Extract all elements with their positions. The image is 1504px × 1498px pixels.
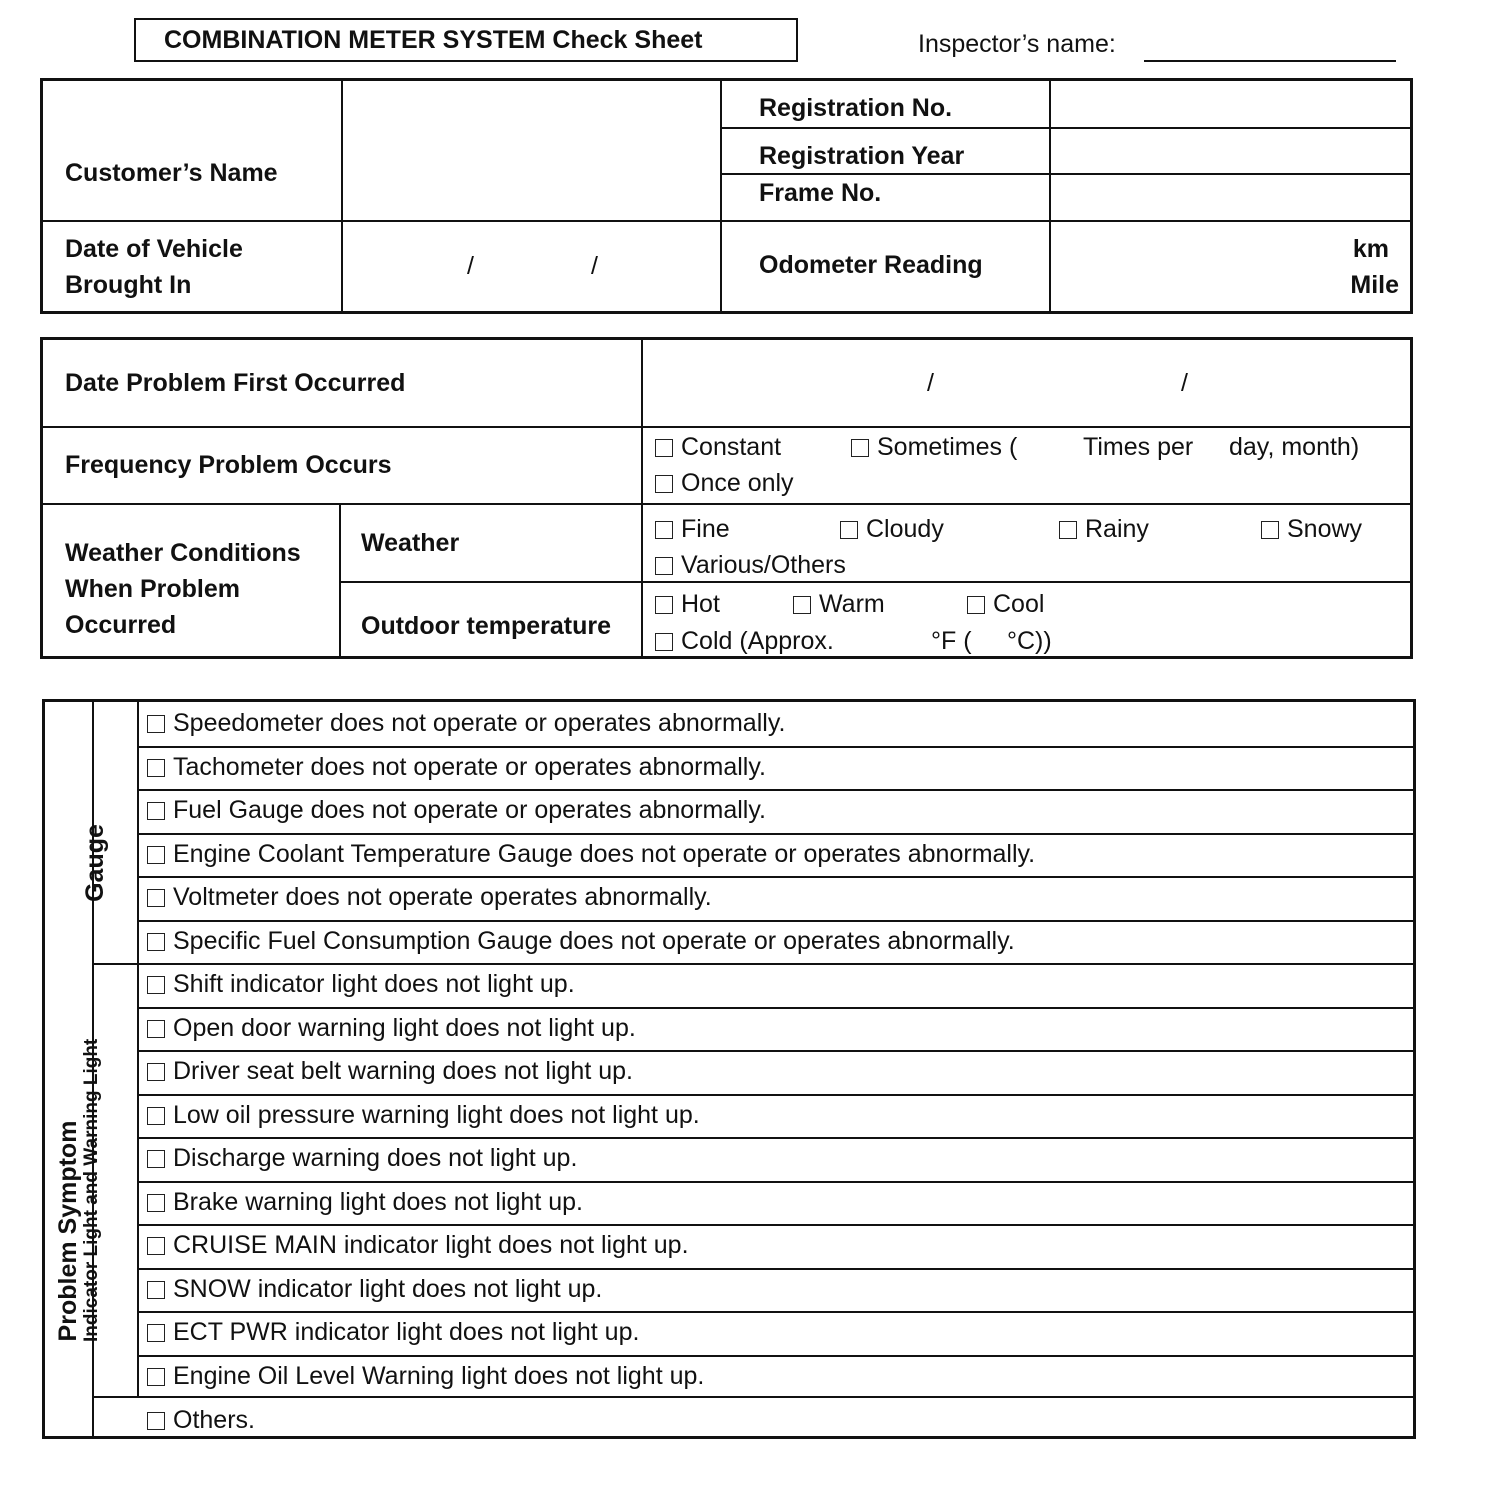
checkbox[interactable] bbox=[147, 1324, 165, 1342]
row-divider bbox=[137, 746, 1413, 748]
symptom-row[interactable] bbox=[147, 1271, 602, 1307]
fahrenheit-label: °F ( bbox=[931, 627, 972, 655]
registration-year-field[interactable] bbox=[1051, 129, 1409, 172]
checkbox[interactable] bbox=[147, 759, 165, 777]
checkbox[interactable] bbox=[147, 889, 165, 907]
row-divider bbox=[137, 1007, 1413, 1009]
option-cloudy[interactable]: Cloudy bbox=[840, 511, 944, 547]
option-cold[interactable]: Cold (Approx. bbox=[655, 623, 834, 659]
row-divider bbox=[137, 1355, 1413, 1357]
symptom-text: Specific Fuel Consumption Gauge does not operate or operates abnormally. bbox=[173, 926, 1015, 955]
symptom-row[interactable] bbox=[147, 1184, 583, 1220]
sheet-title: COMBINATION METER SYSTEM Check Sheet bbox=[134, 18, 798, 62]
symptom-text: Others. bbox=[173, 1406, 255, 1434]
unit-km: km bbox=[1352, 235, 1389, 263]
symptom-row[interactable] bbox=[147, 879, 712, 915]
option-once-only[interactable]: Once only bbox=[655, 465, 794, 501]
symptom-row[interactable] bbox=[147, 705, 785, 741]
checkbox[interactable] bbox=[147, 1107, 165, 1125]
checkbox[interactable] bbox=[147, 976, 165, 994]
row-divider bbox=[137, 833, 1413, 835]
symptom-text: Voltmeter does not operate operates abnormally. bbox=[173, 883, 712, 911]
date-first-occurred-label: Date Problem First Occurred bbox=[65, 369, 406, 397]
checkbox[interactable] bbox=[147, 715, 165, 733]
row-divider bbox=[137, 1224, 1413, 1226]
problem-symptom-label: Problem Symptom bbox=[54, 1120, 82, 1342]
times-per-label: Times per bbox=[1083, 433, 1194, 461]
checkbox[interactable] bbox=[147, 933, 165, 951]
checkbox[interactable] bbox=[147, 846, 165, 864]
frame-no-field[interactable] bbox=[1051, 175, 1409, 219]
indicator-warning-light-label: Indicator Light and Warning Light bbox=[81, 1038, 102, 1342]
outdoor-temperature-label: Outdoor temperature bbox=[361, 612, 612, 640]
row-divider bbox=[137, 789, 1413, 791]
checkbox[interactable] bbox=[655, 633, 673, 651]
checkbox[interactable] bbox=[655, 521, 673, 539]
symptom-row[interactable] bbox=[147, 1314, 639, 1350]
row-divider bbox=[137, 1137, 1413, 1139]
option-hot[interactable]: Hot bbox=[655, 586, 720, 622]
symptom-text: Shift indicator light does not light up. bbox=[173, 970, 575, 998]
checkbox[interactable] bbox=[147, 1063, 165, 1081]
symptom-row[interactable] bbox=[147, 966, 575, 1002]
symptom-row[interactable] bbox=[147, 1097, 700, 1133]
inspector-name-label: Inspector’s name: bbox=[918, 30, 1116, 58]
symptom-row[interactable] bbox=[147, 792, 766, 828]
odometer-field[interactable] bbox=[1051, 222, 1409, 311]
option-rainy[interactable]: Rainy bbox=[1059, 511, 1149, 547]
option-various-others[interactable]: Various/Others bbox=[655, 547, 846, 583]
inspector-name-field[interactable] bbox=[1144, 60, 1396, 62]
checkbox[interactable] bbox=[1261, 521, 1279, 539]
problem-symptom-table bbox=[42, 699, 1416, 1439]
checkbox[interactable] bbox=[147, 1368, 165, 1386]
checkbox[interactable] bbox=[851, 439, 869, 457]
date-first-occurred-field[interactable] bbox=[643, 340, 1409, 425]
symptom-row[interactable] bbox=[147, 1010, 636, 1046]
customer-name-label: Customer’s Name bbox=[65, 159, 278, 187]
symptom-text: Speedometer does not operate or operates abnormally. bbox=[173, 709, 786, 737]
checkbox[interactable] bbox=[147, 1412, 165, 1430]
symptom-text: ECT PWR indicator light does not light up. bbox=[173, 1318, 640, 1346]
option-constant[interactable]: Constant bbox=[655, 429, 781, 465]
date-brought-in-label: Date of Vehicle Brought In bbox=[65, 235, 243, 299]
row-divider bbox=[137, 1268, 1413, 1270]
symptom-text: SNOW indicator light does not light up. bbox=[173, 1274, 603, 1303]
date-brought-in-field[interactable] bbox=[343, 222, 719, 311]
checkbox[interactable] bbox=[655, 596, 673, 614]
symptom-row[interactable] bbox=[147, 923, 1015, 959]
day-month-label: day, month) bbox=[1229, 433, 1360, 461]
option-cool[interactable]: Cool bbox=[967, 586, 1044, 622]
symptom-row[interactable] bbox=[147, 1227, 689, 1263]
option-warm[interactable]: Warm bbox=[793, 586, 885, 622]
date-separator: / bbox=[927, 369, 934, 397]
checkbox[interactable] bbox=[147, 1281, 165, 1299]
row-divider bbox=[137, 1050, 1413, 1052]
checkbox[interactable] bbox=[793, 596, 811, 614]
weather-label: Weather bbox=[361, 529, 460, 557]
conditions-table bbox=[40, 337, 1413, 659]
symptom-row[interactable] bbox=[147, 749, 766, 785]
checkbox[interactable] bbox=[147, 1194, 165, 1212]
checkbox[interactable] bbox=[147, 802, 165, 820]
registration-no-field[interactable] bbox=[1051, 81, 1409, 126]
registration-no-label: Registration No. bbox=[759, 94, 953, 122]
symptom-text: Driver seat belt warning does not light up. bbox=[173, 1057, 633, 1085]
symptom-text: Low oil pressure warning light does not light up. bbox=[173, 1100, 700, 1129]
symptom-row[interactable] bbox=[147, 1358, 704, 1394]
frequency-label: Frequency Problem Occurs bbox=[65, 451, 392, 479]
option-fine[interactable]: Fine bbox=[655, 511, 730, 547]
symptom-row[interactable] bbox=[147, 1053, 633, 1089]
symptom-text: Tachometer does not operate or operates abnormally. bbox=[173, 752, 766, 781]
checkbox[interactable] bbox=[967, 596, 985, 614]
symptom-text: Open door warning light does not light up. bbox=[173, 1013, 636, 1042]
symptom-text: Brake warning light does not light up. bbox=[173, 1187, 583, 1216]
option-snowy[interactable]: Snowy bbox=[1261, 511, 1362, 547]
symptom-text: Discharge warning does not light up. bbox=[173, 1144, 578, 1172]
checkbox[interactable] bbox=[1059, 521, 1077, 539]
row-divider bbox=[137, 920, 1413, 922]
weather-conditions-label: Weather Conditions When Problem Occurred bbox=[65, 539, 301, 639]
symptom-text: Engine Coolant Temperature Gauge does not operate or operates abnormally. bbox=[173, 839, 1036, 868]
celsius-label: °C)) bbox=[1007, 627, 1052, 655]
symptom-text: Engine Oil Level Warning light does not light up. bbox=[173, 1361, 705, 1390]
checkbox[interactable] bbox=[655, 557, 673, 575]
date-separator: / bbox=[467, 252, 474, 280]
gauge-label: Gauge bbox=[81, 824, 109, 902]
symptom-row[interactable] bbox=[147, 1140, 577, 1176]
odometer-label: Odometer Reading bbox=[759, 251, 983, 279]
unit-mile: Mile bbox=[1350, 271, 1399, 299]
date-separator: / bbox=[591, 252, 598, 280]
checkbox[interactable] bbox=[655, 439, 673, 457]
customer-name-field[interactable] bbox=[343, 81, 719, 219]
checkbox[interactable] bbox=[840, 521, 858, 539]
symptom-row[interactable] bbox=[147, 1402, 255, 1438]
vehicle-info-table bbox=[40, 78, 1413, 314]
row-divider bbox=[137, 1311, 1413, 1313]
checkbox[interactable] bbox=[147, 1237, 165, 1255]
row-divider bbox=[137, 1094, 1413, 1096]
symptom-text: Fuel Gauge does not operate or operates abnormally. bbox=[173, 796, 766, 824]
date-separator: / bbox=[1181, 369, 1188, 397]
symptom-text: CRUISE MAIN indicator light does not light up. bbox=[173, 1231, 689, 1259]
symptom-row[interactable] bbox=[147, 836, 1035, 872]
row-divider bbox=[137, 876, 1413, 878]
option-sometimes[interactable]: Sometimes ( bbox=[851, 429, 1017, 465]
registration-year-label: Registration Year bbox=[759, 142, 965, 170]
checkbox[interactable] bbox=[147, 1020, 165, 1038]
row-divider bbox=[137, 1181, 1413, 1183]
checkbox[interactable] bbox=[147, 1150, 165, 1168]
checkbox[interactable] bbox=[655, 475, 673, 493]
frame-no-label: Frame No. bbox=[759, 179, 882, 207]
